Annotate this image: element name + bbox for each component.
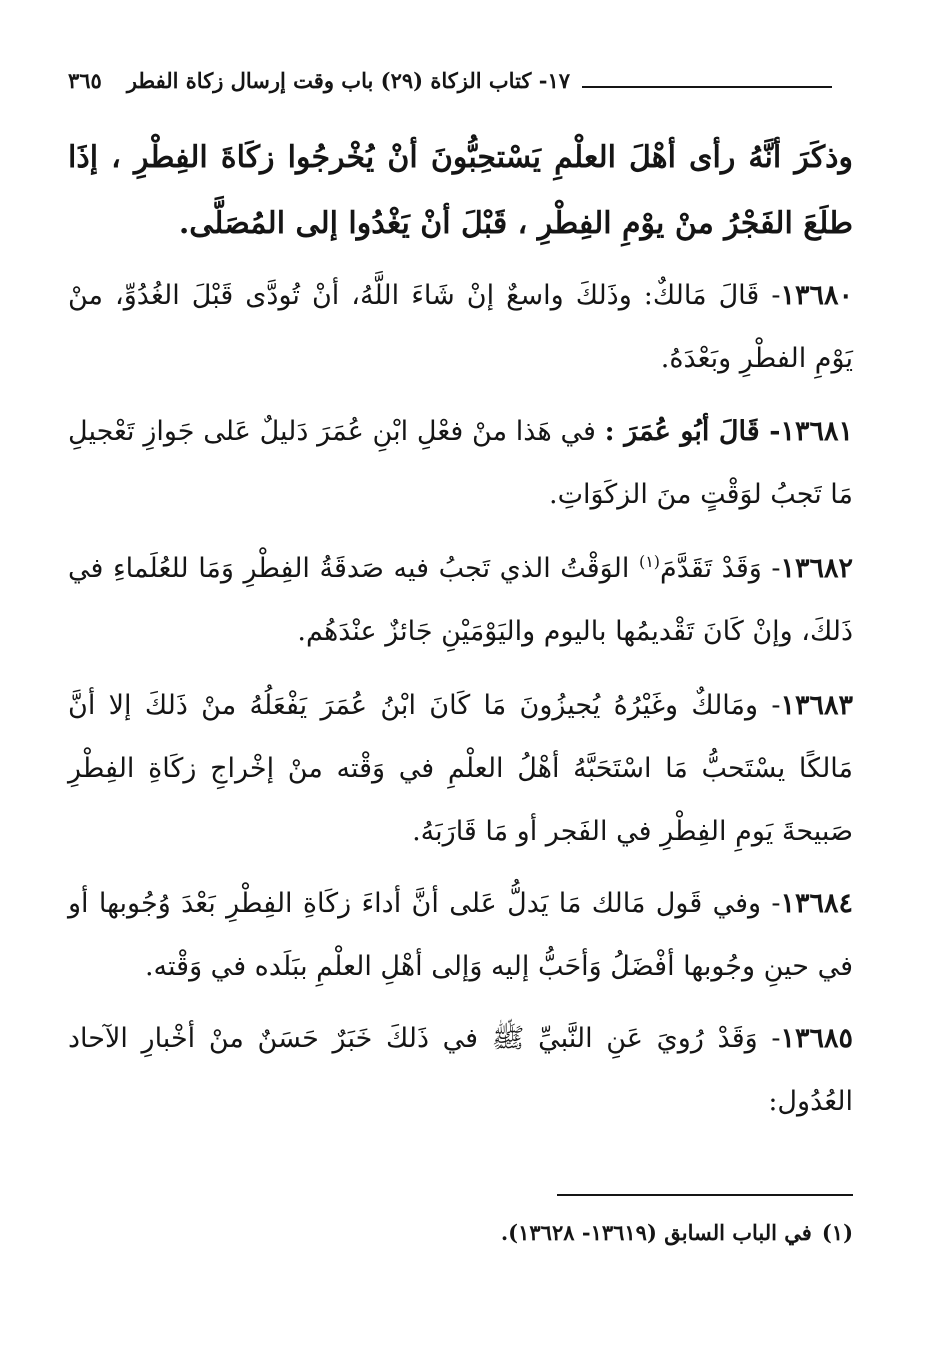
paragraph-13684	[68, 872, 853, 998]
paragraph-13683	[68, 674, 853, 863]
footnote	[501, 1220, 853, 1245]
speaker-label: - قَالَ أبُو عُمَرَ :	[604, 416, 781, 447]
intro-text: وذكَرَ أنَّهُ رأى أهْلَ العلْمِ يَسْتحِبُّونَ أنْ يُخْرجُوا زكَاةَ الفِطْرِ ، إذَا طلَعَ الفَجْرُ منْ يوْمِ الفِطْرِ ، قَبْلَ أنْ يَغْدُوا إلى المُصَلَّى.	[68, 140, 853, 241]
paragraph-text: - ومَالكٌ وغَيْرُهُ يُجيزُونَ مَا كَانَ ابْنُ عُمَرَ يَفْعَلُهُ منْ ذَلكَ إلا أنَّ مَالكًا يسْتَحبُّ مَا اسْتَحَبَّهُ أهْلُ العلْمِ في وَقْته منْ إخْراجِ زكَاةِ الفِطْرِ صَبيحةَ يَومِ الفِطْرِ في الفَجر أو مَا قَارَبَهُ.	[68, 690, 853, 847]
paragraph-number: ١٣٦٨١	[780, 416, 853, 447]
paragraph-13680	[68, 264, 853, 390]
intro-paragraph	[68, 125, 853, 257]
header-rule	[582, 86, 832, 88]
paragraph-13685	[68, 1007, 853, 1133]
chapter-title: ١٧- كتاب الزكاة (٢٩) باب وقت إرسال زكاة الفطر	[126, 68, 570, 93]
paragraph-number: ١٣٦٨٠	[780, 280, 853, 311]
paragraph-text: في هَذا منْ فعْلِ ابْنِ عُمَرَ دَليلٌ عَلى جَوازِ تَعْجيلِ مَا تَجبُ لوَقْتٍ منَ الزكَوَاتِ.	[68, 416, 853, 510]
paragraph-text: الوَقْتُ الذي تَجبُ فيه صَدقَةُ الفِطْرِ وَمَا للعُلَماءِ في ذَلكَ، وإنْ كَانَ تَقْديمُها باليوم واليَوْمَيْنِ جَائزٌ عنْدَهُم.	[68, 553, 853, 647]
paragraph-13682	[68, 537, 853, 663]
paragraph-13681	[68, 400, 853, 526]
footnote-number: (١)	[821, 1220, 853, 1245]
paragraph-number: ١٣٦٨٤	[780, 888, 853, 919]
paragraph-text: - قَالَ مَالكٌ: وذَلكَ واسعٌ إنْ شَاءَ اللَّهُ، أنْ تُودَّى قَبْلَ الغُدُوِّ، منْ يَوْمِ الفطْرِ وبَعْدَهُ.	[68, 280, 853, 374]
page-number: ٣٦٥	[68, 68, 102, 93]
paragraph-text-lead: - وَقَدْ تَقَدَّمَ	[660, 553, 781, 584]
paragraph-number: ١٣٦٨٣	[780, 690, 853, 721]
paragraph-number: ١٣٦٨٢	[780, 553, 853, 584]
paragraph-number: ١٣٦٨٥	[780, 1023, 853, 1054]
running-header	[62, 62, 832, 102]
footnote-text: في الباب السابق (١٣٦١٩- ١٣٦٢٨).	[500, 1220, 812, 1245]
footnote-marker[interactable]: (١)	[638, 552, 661, 571]
paragraph-text: - وفي قَول مَالك مَا يَدلُّ عَلى أنَّ أداءَ زكَاةِ الفِطْرِ بَعْدَ وُجُوبها أو في حينِ وجُوبها أفْضَلُ وَأحَبُّ إليه وَإلى أهْلِ العلْمِ ببَلَده في وَقْته.	[68, 888, 853, 982]
footnote-rule	[557, 1194, 853, 1196]
paragraph-text: - وَقَدْ رُويَ عَنِ النَّبيِّ ﷺ في ذَلكَ خَبَرٌ حَسَنٌ منْ أخْبارِ الآحاد العُدُول:	[68, 1023, 853, 1117]
